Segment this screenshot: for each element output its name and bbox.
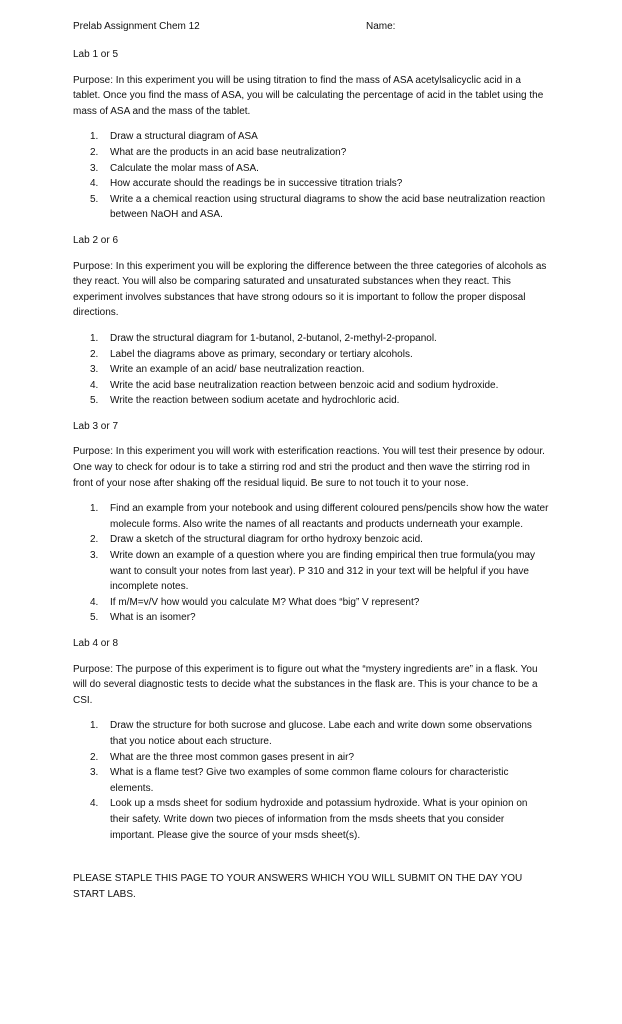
question-number: 4. bbox=[90, 798, 99, 810]
question-item bbox=[73, 347, 549, 363]
question-text: Write the reaction between sodium acetate and hydrochloric acid. bbox=[110, 395, 400, 407]
question-number: 5. bbox=[90, 612, 99, 624]
question-number: 3. bbox=[90, 767, 99, 779]
question-list bbox=[73, 718, 549, 843]
lab-purpose: Purpose: The purpose of this experiment is to figure out what the “mystery ingredients are” in a flask. You will do several diagnostic tests to decide what the substances in the flask are. This is your chance to be a CSI. bbox=[73, 663, 538, 706]
question-number: 1. bbox=[90, 720, 99, 732]
question-text: Write a a chemical reaction using structural diagrams to show the acid base neutralization reaction between NaOH and ASA. bbox=[110, 193, 546, 221]
question-item bbox=[73, 501, 549, 532]
question-text: What is an isomer? bbox=[110, 612, 196, 624]
question-item bbox=[73, 176, 549, 192]
question-item bbox=[73, 765, 549, 796]
question-list bbox=[73, 331, 549, 409]
question-item bbox=[73, 532, 549, 548]
question-text: Draw the structure for both sucrose and glucose. Labe each and write down some observations that you notice about each structure. bbox=[110, 720, 532, 747]
question-text: What is a flame test? Give two examples of some common flame colours for characteristic elements. bbox=[110, 767, 509, 794]
question-number: 5. bbox=[90, 395, 99, 407]
question-item bbox=[73, 750, 549, 766]
question-number: 4. bbox=[90, 379, 99, 391]
lab-heading: Lab 1 or 5 bbox=[73, 49, 119, 60]
question-item bbox=[73, 378, 549, 394]
question-number: 3. bbox=[90, 550, 99, 562]
question-text: Write the acid base neutralization reaction between benzoic acid and sodium hydroxide. bbox=[110, 379, 499, 391]
question-item bbox=[73, 161, 549, 177]
lab-section bbox=[73, 47, 549, 223]
labs-container bbox=[73, 47, 549, 843]
question-text: What are the products in an acid base neutralization? bbox=[110, 146, 347, 158]
page-header bbox=[73, 19, 549, 35]
question-item bbox=[73, 331, 549, 347]
name-label: Name: bbox=[366, 21, 396, 32]
question-item bbox=[73, 595, 549, 611]
assignment-title: Prelab Assignment Chem 12 bbox=[73, 21, 200, 32]
question-number: 4. bbox=[90, 596, 99, 608]
lab-section bbox=[73, 636, 549, 843]
question-item bbox=[73, 145, 549, 161]
question-item bbox=[73, 796, 549, 843]
question-item bbox=[73, 362, 549, 378]
question-list bbox=[73, 501, 549, 626]
question-number: 1. bbox=[90, 503, 99, 515]
question-text: What are the three most common gases present in air? bbox=[110, 751, 355, 763]
lab-purpose: Purpose: In this experiment you will work with esterification reactions. You will test their presence by odour. One way to check for odour is to take a stirring rod and stri the product and then wave the stirring rod in front of your nose after shaking off the residual liquid. Be sure to not touch it to your nose. bbox=[73, 446, 545, 489]
lab-heading: Lab 2 or 6 bbox=[73, 234, 119, 246]
question-text: If m/M=v/V how would you calculate M? What does “big” V represent? bbox=[110, 596, 420, 608]
lab-section bbox=[73, 233, 549, 409]
lab-heading: Lab 3 or 7 bbox=[73, 420, 119, 432]
question-number: 2. bbox=[90, 146, 99, 158]
question-number: 4. bbox=[90, 178, 99, 190]
question-item bbox=[73, 718, 549, 749]
question-number: 2. bbox=[90, 348, 99, 360]
question-text: How accurate should the readings be in successive titration trials? bbox=[110, 178, 403, 190]
question-text: Find an example from your notebook and using different coloured pens/pencils show how the water molecule forms. Also write the names of all reactants and products underneath your example. bbox=[110, 503, 549, 530]
lab-purpose: Purpose: In this experiment you will be using titration to find the mass of ASA acetylsalicyclic acid in a tablet. Once you find the mass of ASA, you will be calculating the percentage of acid in the tablet using the mass of ASA and the mass of the tablet. bbox=[73, 74, 544, 117]
question-item bbox=[73, 548, 549, 595]
question-text: Draw a structural diagram of ASA bbox=[110, 131, 258, 143]
question-number: 2. bbox=[90, 534, 99, 546]
question-text: Write an example of an acid/ base neutralization reaction. bbox=[110, 364, 365, 376]
question-item bbox=[73, 192, 549, 223]
question-list bbox=[73, 129, 549, 223]
question-item bbox=[73, 610, 549, 626]
staple-instruction: PLEASE STAPLE THIS PAGE TO YOUR ANSWERS WHICH YOU WILL SUBMIT ON THE DAY YOU START LABS. bbox=[73, 873, 523, 900]
question-number: 3. bbox=[90, 364, 99, 376]
question-text: Write down an example of a question where you are finding empirical then true formula(you may want to consult your notes from last year). P 310 and 312 in your text will be helpful if you have incomplete notes. bbox=[110, 550, 536, 593]
lab-section bbox=[73, 419, 549, 626]
question-number: 2. bbox=[90, 751, 99, 763]
question-item bbox=[73, 393, 549, 409]
lab-heading: Lab 4 or 8 bbox=[73, 638, 119, 649]
question-number: 5. bbox=[90, 193, 99, 205]
lab-purpose: Purpose: In this experiment you will be exploring the difference between the three categories of alcohols as they react. You will also be comparing saturated and unsaturated substances when they react. This experiment involves substances that have strong odours so it is important to follow the proper disposal directions. bbox=[73, 260, 547, 319]
question-text: Label the diagrams above as primary, secondary or tertiary alcohols. bbox=[110, 348, 413, 360]
question-text: Look up a msds sheet for sodium hydroxide and potassium hydroxide. What is your opinion on their safety. Write down two pieces of information from the msds sheets that you consider important. Please give the source of your msds sheet(s). bbox=[110, 798, 528, 841]
question-number: 1. bbox=[90, 332, 99, 344]
question-number: 3. bbox=[90, 162, 99, 174]
question-text: Draw the structural diagram for 1-butanol, 2-butanol, 2-methyl-2-propanol. bbox=[110, 332, 437, 344]
question-text: Calculate the molar mass of ASA. bbox=[110, 162, 259, 174]
question-number: 1. bbox=[90, 131, 99, 143]
question-item bbox=[73, 129, 549, 145]
question-text: Draw a sketch of the structural diagram for ortho hydroxy benzoic acid. bbox=[110, 534, 423, 546]
